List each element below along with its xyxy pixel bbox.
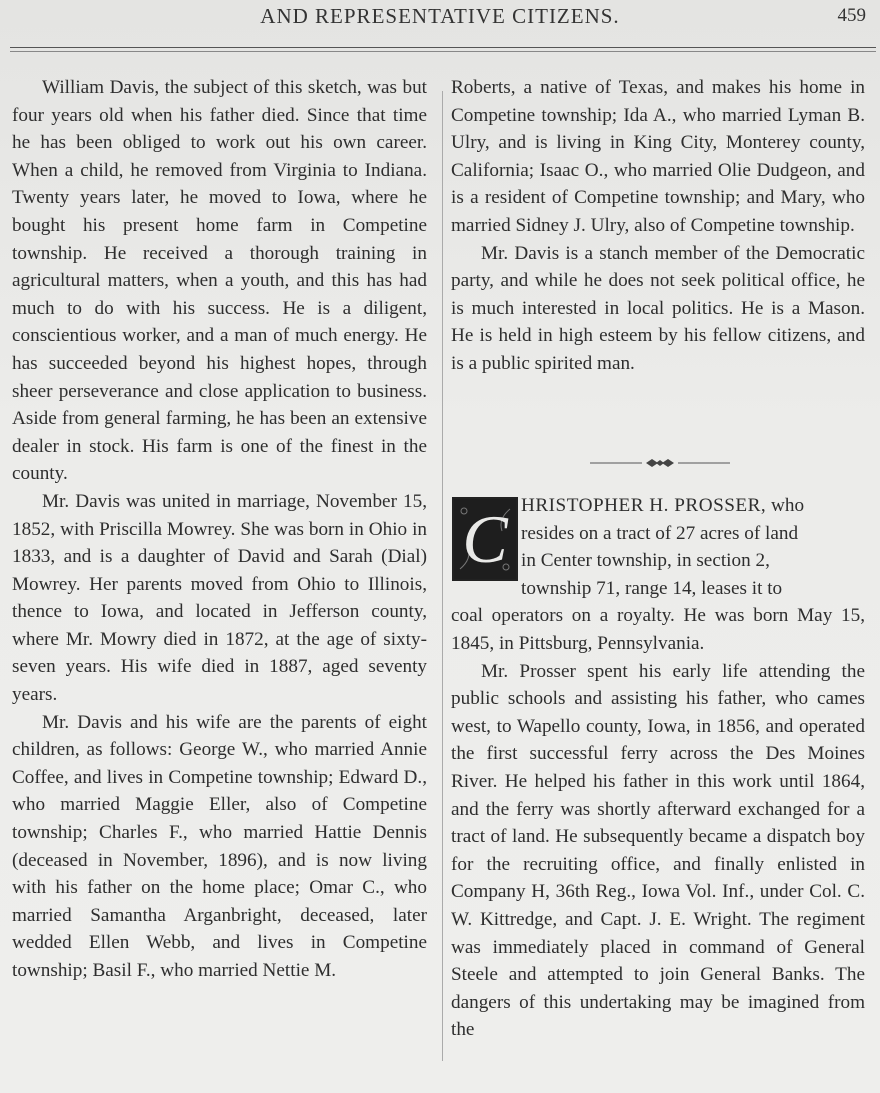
- left-column: [12, 74, 427, 985]
- header-rule-secondary: [10, 51, 876, 52]
- prosser-biography: [451, 492, 865, 1044]
- drop-cap-letter: C: [462, 501, 508, 577]
- paragraph-children-continued: Roberts, a native of Texas, and makes his home in Competine township; Ida A., who married Lyman B. Ulry, and is living in King City, Monterey county, California; Isaac O., who married Olie Dudgeon, and is a resident of Competine township; and Mary, who married Sidney J. Ulry, also of Competine township.: [451, 77, 865, 236]
- paragraph-career: William Davis, the subject of this sketch, was but four years old when his father died. Since that time he has been obliged to work out his own career. When a child, he removed from Virginia to Indiana. Twenty years later, he moved to Iowa, where he bought his present home farm in Competine township. He received a thorough training in agricultural matters, when a youth, and this has had much to do with his success. He is a diligent, conscientious worker, and a man of much energy. He has succeeded beyond his highest hopes, through sheer perseverance and close application to business. Aside from general farming, he has been an extensive dealer in stock. His farm is one of the finest in the county.: [12, 77, 427, 485]
- prosser-line1-rest: who: [766, 495, 805, 516]
- paragraph-prosser-birth: coal operators on a royalty. He was born May 15, 1845, in Pittsburg, Pennsylvania.: [451, 605, 865, 654]
- prosser-hang-line-3: township 71, range 14, leases it to: [521, 577, 783, 599]
- column-divider: [442, 91, 443, 1061]
- running-title: AND REPRESENTATIVE CITIZENS.: [260, 4, 620, 28]
- paragraph-prosser-early-life: Mr. Prosser spent his early life attending the public schools and assisting his father, who cames west, to Wapello county, Iowa, in 1856, and operated the first successful ferry across the Des Moines River. He helped his father in this work until 1864, and the ferry was shortly afterward exchanged for a tract of land. He subsequently became a dispatch boy for the recruiting office, and finally enlisted in Company H, 36th Reg., Iowa Vol. Inf., under Col. C. W. Kittredge, and Capt. J. E. Wright. The regiment was immediately placed in command of General Steele and attempted to join General Banks. The dangers of this undertaking may be imagined from the: [451, 660, 865, 1041]
- page-number: 459: [837, 5, 866, 26]
- paragraph-children: Mr. Davis and his wife are the parents of eight children, as follows: George W., who married Annie Coffee, and lives in Competine township; Edward D., who married Maggie Eller, also of Competine township; Charles F., who married Hattie Dennis (deceased in November, 1896), and is now living with his father on the home place; Omar C., who married Samantha Arganbright, deceased, later wedded Ellen Webb, and lives in Competine township; Basil F., who married Nettie M.: [12, 711, 427, 981]
- prosser-hang-line-2: in Center township, in section 2,: [521, 550, 770, 572]
- right-column: [451, 74, 865, 378]
- header-rule: [10, 47, 876, 48]
- prosser-name: HRISTOPHER H. PROSSER,: [521, 495, 767, 516]
- page-header: [0, 0, 880, 36]
- paragraph-marriage: Mr. Davis was united in marriage, November 15, 1852, with Priscilla Mowrey. She was born in Ohio in 1833, and is a daughter of David and Sarah (Dial) Mowrey. Her parents moved from Ohio to Illinois, thence to Iowa, and located in Jefferson county, where Mr. Mowry died in 1872, at the age of sixty-seven years. His wife died in 1887, aged seventy years.: [12, 490, 427, 706]
- paragraph-politics: Mr. Davis is a stanch member of the Democratic party, and while he does not seek political office, he is much interested in local politics. He is a Mason. He is held in high esteem by his fellow citizens, and is a public spirited man.: [451, 242, 865, 374]
- section-ornament: [590, 458, 730, 468]
- prosser-heading-line: [451, 492, 865, 520]
- prosser-hang-line-1: resides on a tract of 27 acres of land: [521, 522, 799, 544]
